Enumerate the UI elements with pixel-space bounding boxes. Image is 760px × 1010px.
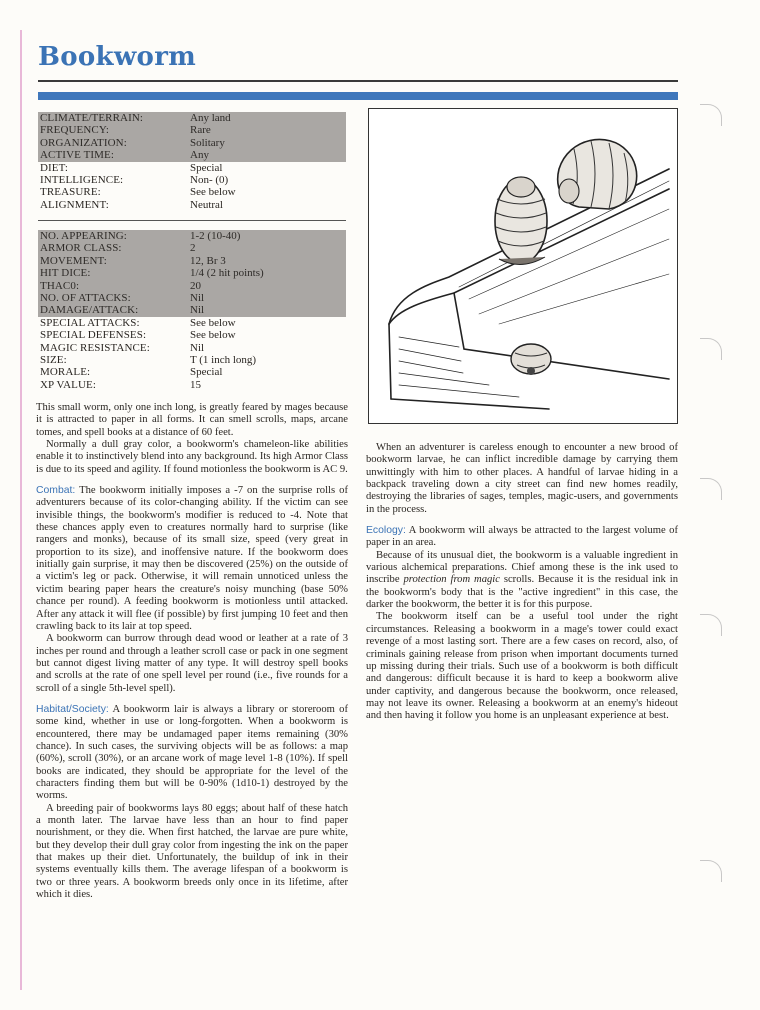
stat-value: 15 (190, 378, 201, 391)
stat-row (38, 267, 346, 279)
stat-value: 1-2 (10-40) (190, 230, 241, 242)
stat-row (38, 317, 346, 329)
stat-value: See below (190, 316, 236, 329)
stat-row (38, 124, 346, 136)
stats-table-combat (38, 230, 346, 391)
stat-label: ARMOR CLASS: (40, 242, 122, 255)
combat-heading: Combat: (36, 485, 76, 497)
stat-row (38, 292, 346, 304)
stat-row (38, 329, 346, 341)
stat-value: Neutral (190, 198, 223, 211)
bookworm-illustration (368, 108, 678, 424)
stat-value: Rare (190, 124, 211, 137)
title-rule (38, 80, 678, 82)
stat-value: T (1 inch long) (190, 353, 257, 366)
bookworm-drawing (369, 109, 676, 422)
stat-label: MAGIC RESISTANCE: (40, 341, 150, 354)
stat-value: Special (190, 366, 223, 379)
stat-row (38, 186, 346, 198)
worm-curled (558, 139, 637, 209)
page-curl-mark (700, 614, 722, 636)
stat-value: See below (190, 186, 236, 199)
stat-label: HIT DICE: (40, 267, 91, 280)
stat-row (38, 242, 346, 254)
stat-label: MORALE: (40, 366, 91, 379)
ecology-paragraph: The bookworm itself can be a useful tool under the right circumstances. Releasing a bookworm in a mage's tower could exact revenge of a most lasting sort. There are a few cases on record, also, of criminals gaining release from prison when important documents turned up missing during their trials. Such use of a bookworm is both difficult and dangerous: difficult because it is hard to keep a bookworm alive under captivity, and dangerous because the bookworm, once released, may not leave its owner. Releasing a bookworm at an enemy's hideout and then having it follow you home is an unpleasant experience at best. (366, 611, 678, 722)
page-curl-mark (700, 860, 722, 882)
worm-upright (495, 177, 547, 265)
stat-label: NO. APPEARING: (40, 230, 127, 242)
text-column-right (366, 442, 678, 723)
page-curl-mark (700, 104, 722, 126)
habitat-paragraph: Habitat/Society: A bookworm lair is always a library or storeroom of some kind, whether in use or long-forgotten. When a bookworm is encountered, there may be undamaged paper items remaining (30% chance). In such cases, the surviving objects will be as follows: a map (60%), scroll (30%), or an arcane work of mage level 1-8 (10%). If spell books are indicated, they should be appropriate for the level of the characters finding them but will be 0-90% (1d10-1) destroyed by the worms. (36, 703, 348, 802)
stat-label: DAMAGE/ATTACK: (40, 304, 139, 317)
intro-paragraph: This small worm, only one inch long, is greatly feared by mages because it is attracted to paper in all forms. It can smell scrolls, maps, arcane tomes, and spell books at a distance of 60 feet. (36, 402, 348, 438)
habitat-paragraph: A breeding pair of bookworms lays 80 eggs; about half of these hatch a month later. The larvae have less than an hour to find paper nourishment, or they die. When first hatched, the larvae are pure white, but they develop their dull gray color from ingesting the ink on the paper that makes up their diet. Unfortunately, the buildup of ink in their systems eventually kills them. The average lifespan of a bookworm is two or three years. A bookworm breeds only once in its lifetime, after which it dies. (36, 802, 348, 901)
stat-row (38, 379, 346, 391)
ecology-heading: Ecology: (366, 525, 406, 537)
page-title: Bookworm (38, 42, 197, 72)
stat-value: Any land (190, 112, 231, 124)
ecology-paragraph: Because of its unusual diet, the bookworm is a valuable ingredient in various alchemical preparations. Chief among these is the ink used to inscribe protection from magic scrolls. Because it is the residual ink in the bookworm's body that is the "active ingredient" in this case, the darker the bookworm, the better it is for this purpose. (366, 549, 679, 611)
stat-row (38, 230, 346, 242)
stat-value: Solitary (190, 136, 225, 149)
intro-paragraph: Normally a dull gray color, a bookworm's chameleon-like abilities enable it to instinctively blend into any background. Its high Armor Class is due to its speed and agility. If found motionless the bookworm is AC 9. (36, 439, 348, 475)
stat-value: Any (190, 149, 209, 162)
stat-value: Nil (190, 304, 205, 317)
stats-divider (38, 220, 346, 221)
stat-label: SPECIAL DEFENSES: (40, 329, 147, 342)
stat-value: 20 (190, 279, 201, 292)
combat-paragraph: A bookworm can burrow through dead wood or leather at a rate of 3 inches per round and through a leather scroll case or pack in one segment but cannot digest living matter of any type. It will destroy spell books and scrolls at the rate of one spell level per round (i.e., five rounds for a scroll of a single 5th-level spell). (36, 633, 348, 694)
stat-row (38, 174, 346, 186)
stat-label: TREASURE: (40, 186, 101, 199)
stat-value: 2 (190, 242, 196, 255)
page-edge (20, 30, 22, 990)
stat-value: 12, Br 3 (190, 254, 226, 267)
worm-hanging (511, 344, 551, 375)
text-column-left (36, 402, 348, 901)
stat-label: INTELLIGENCE: (40, 173, 124, 186)
combat-paragraph: Combat: The bookworm initially imposes a -7 on the surprise rolls of adventurers because of its color-changing ability. If the victim can see invisible things, the bookworm's modifier is reduced to -4. Note that these chances apply even to creatures normally hard to surprise (like rangers and monks), because of its small size, speed (very great in proportion to its size), and inoffensive nature. If the bookworm does initially gain surprise, it may then be discovered (25%) on the outside of a victim's leg or pack. Otherwise, it will remain unnoticed unless the victim bearing paper hears the creature's noisy munching (base 50% chance per round). A feeding bookworm is motionless until attacked. After any attack it will flee (if possible) by first jumping 10 feet and then crawling back to its lair at top speed. (36, 485, 348, 632)
stat-row (38, 354, 346, 366)
stat-label: XP VALUE: (40, 378, 97, 391)
stat-label: SPECIAL ATTACKS: (40, 316, 140, 329)
stat-value: Non- (0) (190, 173, 229, 186)
habitat-heading: Habitat/Society: (36, 703, 109, 715)
stat-row (38, 304, 346, 316)
stat-label: FREQUENCY: (40, 124, 110, 137)
stat-row (38, 162, 346, 174)
stat-row (38, 199, 346, 211)
stat-value: Nil (190, 341, 205, 354)
stat-label: CLIMATE/TERRAIN: (40, 112, 144, 124)
stat-label: NO. OF ATTACKS: (40, 291, 131, 304)
stat-label: ORGANIZATION: (40, 136, 127, 149)
page-curl-mark (700, 338, 722, 360)
stat-row (38, 137, 346, 149)
stat-label: THAC0: (40, 279, 80, 292)
stat-row (38, 149, 346, 161)
stat-label: ALIGNMENT: (40, 198, 109, 211)
title-accent-bar (38, 92, 678, 100)
stat-row (38, 112, 346, 124)
stat-value: 1/4 (2 hit points) (190, 267, 264, 280)
ecology-paragraph: Ecology: A bookworm will always be attracted to the largest volume of paper in an area. (366, 525, 678, 549)
stat-row (38, 366, 346, 378)
stat-label: SIZE: (40, 353, 67, 366)
stat-label: MOVEMENT: (40, 254, 107, 267)
stat-row (38, 280, 346, 292)
page-curl-mark (700, 478, 722, 500)
stat-row (38, 255, 346, 267)
stat-row (38, 342, 346, 354)
stat-value: Special (190, 161, 223, 174)
stat-label: ACTIVE TIME: (40, 149, 115, 162)
stat-label: DIET: (40, 161, 69, 174)
stats-table-general (38, 112, 346, 211)
stat-value: Nil (190, 291, 205, 304)
habitat-paragraph: When an adventurer is careless enough to encounter a new brood of bookworm larvae, he can inflict incredible damage by carrying them unwittingly with him to other places. A handful of larvae hiding in a backpack traveling down a city street can find new homes readily, destroying the libraries of sages, temples, magic-users, and governments in the process. (366, 442, 678, 515)
stat-value: See below (190, 329, 236, 342)
